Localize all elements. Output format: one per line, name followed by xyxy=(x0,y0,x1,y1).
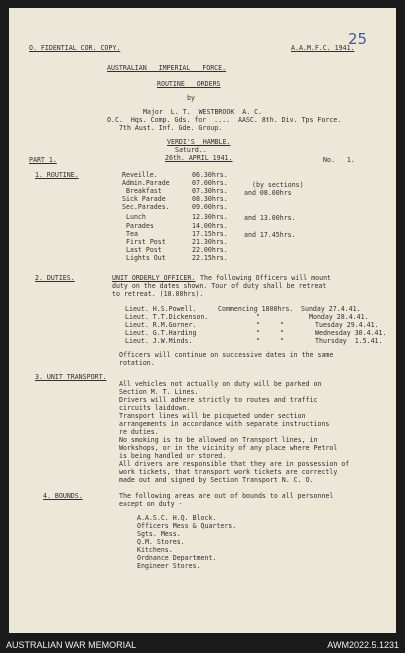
transport-line: All vehicles not actually on duty will be parked on xyxy=(119,380,322,388)
duties-closing: Officers will continue on successive dates in the same xyxy=(119,351,334,359)
officer-commencing: " xyxy=(256,313,260,321)
title-brigade: 7th Aust. Inf. Gde. Group. xyxy=(119,124,223,132)
bounds-item: Officers Mess & Quarters. xyxy=(137,522,237,530)
transport-line: re duties. xyxy=(119,428,159,436)
routine-event: Sick Parade xyxy=(122,195,166,203)
footer-institution: AUSTRALIAN WAR MEMORIAL xyxy=(6,640,137,650)
title-day: Saturd.. xyxy=(175,146,207,154)
section-bounds-heading: 4. BOUNDS. xyxy=(43,492,83,500)
duties-subheading: UNIT ORDERLY OFFICER. xyxy=(112,274,196,282)
routine-time: 07.30hrs. xyxy=(192,187,228,195)
bounds-item: Ordnance Department. xyxy=(137,554,217,562)
transport-line: made out and signed by Section Transport N. C. O. xyxy=(119,476,314,484)
footer-catalogue-number: AWM2022.5.1231 xyxy=(327,640,399,650)
routine-event: Admin.Parade xyxy=(122,179,170,187)
officer-commencing: " " xyxy=(256,329,284,337)
header-copy-label: O. FIDENTIAL COR. COPY. xyxy=(29,44,121,52)
title-by: by xyxy=(187,94,195,102)
officer-date: Wednesday 30.4.41. xyxy=(315,329,387,337)
routine-event: Lights Out xyxy=(126,254,166,262)
routine-time: 22.15hrs. xyxy=(192,254,228,262)
bounds-item: Q.M. Stores. xyxy=(137,538,185,546)
routine-event: Last Post xyxy=(126,246,162,254)
bounds-text: except on duty - xyxy=(119,500,183,508)
routine-event: Reveille. xyxy=(122,171,158,179)
routine-note: and 08.00hrs xyxy=(244,189,292,197)
officer-commencing: " " xyxy=(256,321,284,329)
transport-line: Section M. T. Lines. xyxy=(119,388,199,396)
routine-event: Breakfast xyxy=(126,187,162,195)
routine-note: (by sections) xyxy=(252,181,304,189)
duties-text: to retreat. (18.00hrs). xyxy=(112,290,204,298)
routine-time: 21.30hrs. xyxy=(192,238,228,246)
transport-line: All drivers are responsible that they are in possession of xyxy=(119,460,350,468)
archive-footer xyxy=(0,637,405,653)
transport-line: work tickets, that transport work tickets are correctly xyxy=(119,468,338,476)
routine-note: and 13.00hrs. xyxy=(244,214,296,222)
title-unit: O.C. Hqs. Comp. Gds. for .... AASC. 8th. Div. Tps Force. xyxy=(107,116,342,124)
handwritten-page-number: 25 xyxy=(348,30,368,48)
officer-name: Lieut. R.M.Gorner. xyxy=(125,321,197,329)
officer-date: Sunday 27.4.41. xyxy=(301,305,361,313)
routine-event: Tea xyxy=(126,230,138,238)
routine-time: 09.00hrs. xyxy=(192,203,228,211)
officer-date: Monday 28.4.41. xyxy=(309,313,369,321)
routine-note: and 17.45hrs. xyxy=(244,231,296,239)
transport-line: Transport lines will be picqueted under section xyxy=(119,412,306,420)
routine-time: 22.00hrs. xyxy=(192,246,228,254)
officer-date: Tuesday 29.4.41. xyxy=(315,321,379,329)
bounds-item: Engineer Stores. xyxy=(137,562,201,570)
title-routine-orders: ROUTINE ORDERS xyxy=(157,80,221,88)
routine-time: 17.15hrs. xyxy=(192,230,228,238)
officer-name: Lieut. G.T.Harding xyxy=(125,329,197,337)
duties-text: The following Officers will mount xyxy=(200,274,332,282)
section-routine-heading: 1. ROUTINE. xyxy=(35,171,79,179)
officer-commencing: Commencing 1800hrs. xyxy=(218,305,294,313)
routine-time: 06.30hrs. xyxy=(192,171,228,179)
section-transport-heading: 3. UNIT TRANSPORT. xyxy=(35,373,107,381)
officer-name: Lieut. T.T.Dickenson. xyxy=(125,313,209,321)
header-reference: A.A.M.F.C. 1941. xyxy=(291,44,355,52)
document-page xyxy=(9,8,396,633)
routine-time: 07.00hrs. xyxy=(192,179,228,187)
title-location: VERDI'S HAMBLE. xyxy=(167,138,231,146)
officer-name: Lieut. H.S.Powell. xyxy=(125,305,197,313)
section-duties-heading: 2. DUTIES. xyxy=(35,274,75,282)
officer-commencing: " " xyxy=(256,337,284,345)
duties-text: duty on the dates shown. Tour of duty shall be retreat xyxy=(112,282,327,290)
title-commander: Major L. T. WESTBROOK A. C. xyxy=(143,108,263,116)
officer-date: Thursday 1.5.41. xyxy=(315,337,383,345)
routine-event: First Post xyxy=(126,238,166,246)
transport-line: Drivers will adhere strictly to routes and traffic xyxy=(119,396,318,404)
transport-line: Workshops, or in the vicinity of any place where Petrol xyxy=(119,444,338,452)
routine-time: 12.30hrs. xyxy=(192,213,228,221)
transport-line: arrangements in accordance with separate instructions xyxy=(119,420,330,428)
routine-event: Lunch xyxy=(126,213,146,221)
routine-time: 08.30hrs. xyxy=(192,195,228,203)
bounds-item: Sgts. Mess. xyxy=(137,530,181,538)
part-label: PART 1. xyxy=(29,156,57,164)
officer-name: Lieut. J.W.Minds. xyxy=(125,337,193,345)
routine-event: Parades xyxy=(126,222,154,230)
routine-time: 14.00hrs. xyxy=(192,222,228,230)
bounds-item: A.A.S.C. H.Q. Block. xyxy=(137,514,217,522)
transport-line: is being handled or stored. xyxy=(119,452,227,460)
bounds-item: Kitchens. xyxy=(137,546,173,554)
order-number: No. 1. xyxy=(323,156,355,164)
bounds-text: The following areas are out of bounds to all personnel xyxy=(119,492,334,500)
duties-closing: rotation. xyxy=(119,359,155,367)
routine-event: Sec.Parades. xyxy=(122,203,170,211)
transport-line: circuits laiddown. xyxy=(119,404,191,412)
transport-line: No smoking is to be allowed on Transport lines, in xyxy=(119,436,318,444)
title-date: 26th. APRIL 1941. xyxy=(165,154,233,162)
title-force: AUSTRALIAN IMPERIAL FORCE. xyxy=(107,64,227,72)
